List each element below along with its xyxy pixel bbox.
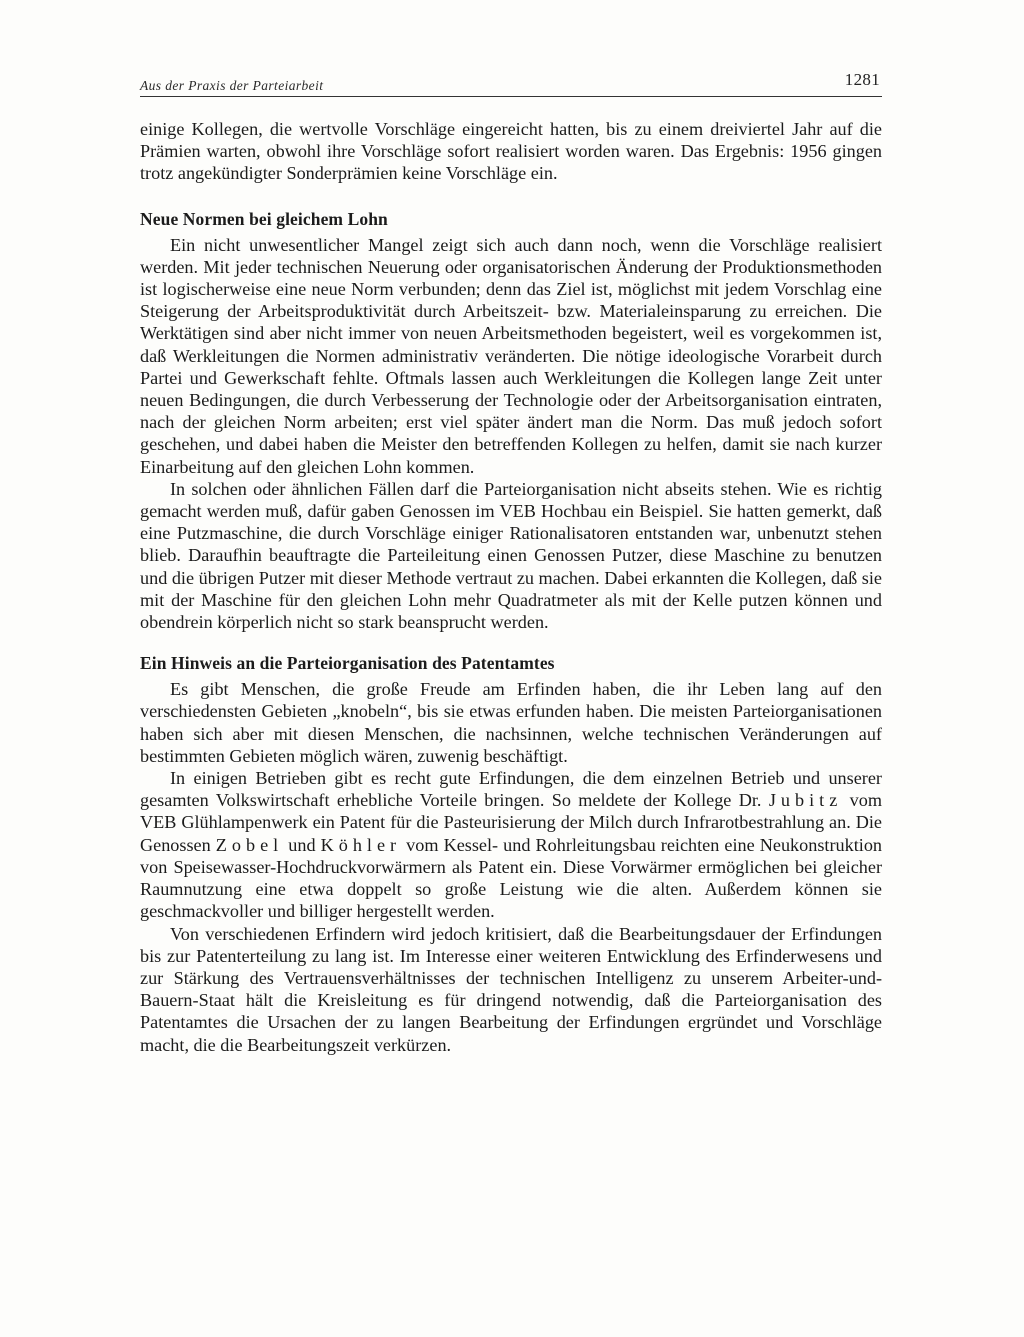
section-heading-neue-normen: Neue Normen bei gleichem Lohn (140, 208, 388, 229)
person-name-zobel: Zobel (215, 834, 284, 855)
section-heading-hinweis-patentamt: Ein Hinweis an die Parteiorganisation des Patentamtes (140, 653, 555, 674)
running-header (140, 70, 882, 98)
article-body (140, 118, 882, 1056)
paragraph: Von verschiedenen Erfindern wird jedoch kritisiert, daß die Bearbeitungsdauer der Erfindungen bis zur Patenterteilung zu lang ist. Im Interesse einer weiteren Entwicklung des Erfinderwesens und zur Stärkung des Vertrauensverhältnisses der technischen Intelligenz zu unserem Arbeiter-und-Bauern-Staat hält die Kreisleitung es für dringend notwendig, daß die Parteiorganisation des Patentamtes die Ursachen der zu langen Bearbeitung der Erfindungen ergründet und Vorschläge macht, die die Bearbeitungszeit verkürzen. (140, 923, 882, 1055)
paragraph: Es gibt Menschen, die große Freude am Erfinden haben, die ihr Leben lang auf den verschiedensten Gebieten „knobeln“, bis sie etwas erfunden haben. Die meisten Parteiorganisationen haben sich aber mit diesen Menschen, die nachsinnen, welche technischen Veränderungen auf bestimmten Gebieten möglich wären, zuwenig beschäftigt. (140, 679, 882, 766)
person-name-jubitz: Jubitz (768, 790, 843, 811)
text-run: und (283, 834, 321, 855)
text-run: In einigen Betrieben gibt es recht gute Erfindungen, die dem einzelnen Betrieb und unserer gesamten Volkswirtschaft erhebliche Vorteile bringen. So meldete der Kollege Dr. (140, 768, 882, 811)
person-name-koehler: Köhler (320, 834, 402, 855)
intro-paragraph: einige Kollegen, die wertvolle Vorschläge eingereicht hatten, bis zu einem dreiviertel Jahr auf die Prämien warten, obwohl ihre Vorschläge sofort realisiert worden waren. Das Ergebnis: 1956 gingen trotz angekündigter Sonderprämien keine Vorschläge ein. (140, 119, 882, 184)
paragraph-inventions (140, 767, 882, 922)
paragraph: Ein nicht unwesentlicher Mangel zeigt sich auch dann noch, wenn die Vorschläge realisiert werden. Mit jeder technischen Neuerung oder organisatorischen Änderung der Produktionsmethoden ist logischerweise eine neue Norm verbunden; denn das Ziel ist, möglichst mit jedem Vorschlag eine Steigerung der Arbeitsproduktivität durch Arbeitszeit- bzw. Materialeinsparung zu erreichen. Die Werktätigen sind aber nicht immer von neuen Arbeitsmethoden begeistert, weil es vorgekommen ist, daß Werkleitungen die Normen administrativ veränderten. Die nötige ideologische Vorarbeit durch Partei und Gewerkschaft fehlte. Oftmals lassen auch Werkleitungen die Kollegen lange Zeit unter neuen Bedingungen, die durch Verbesserung der Technologie oder der Arbeitsorganisation eintraten, nach der gleichen Norm arbeiten; erst viel später ändert man die Norm. Das muß jedoch sofort geschehen, und dabei haben die Meister den betreffenden Kollegen zu helfen, damit sie nach kurzer Einarbeitung auf den gleichen Lohn kommen. (140, 234, 882, 477)
running-title: Aus der Praxis der Parteiarbeit (140, 78, 324, 93)
text-run: vom VEB Glühlampenwerk ein Patent für die Pasteurisierung der Milch durch Infrarotbestrahlung an. Die Genossen (140, 790, 882, 855)
paragraph: In solchen oder ähnlichen Fällen darf die Parteiorganisation nicht abseits stehen. Wie es richtig gemacht werden muß, dafür gaben Genossen im VEB Hochbau ein Beispiel. Sie hatten gemerkt, daß eine Putzmaschine, die durch Vorschläge einiger Rationalisatoren entstanden war, unbenutzt stehen blieb. Daraufhin beauftragte die Parteileitung einen Genossen Putzer, diese Maschine zu benutzen und die übrigen Putzer mit dieser Methode vertraut zu machen. Dabei erkannten die Kollegen, daß sie mit der Maschine für den gleichen Lohn mehr Quadratmeter als mit der Kelle putzen können und obendrein körperlich nicht so stark beansprucht werden. (140, 478, 882, 633)
page-number: 1281 (844, 70, 880, 89)
text-run: vom Kessel- und Rohrleitungsbau reichten eine Neukonstruktion von Speisewasser-Hochdruckvorwärmern als Patent ein. Diese Vorwärmer ermöglichen bei gleicher Raumnutzung eine etwa doppelt so große Leistung wie die alten. Außerdem können sie geschmackvoller und billiger hergestellt werden. (140, 834, 883, 922)
header-rule (140, 96, 882, 97)
